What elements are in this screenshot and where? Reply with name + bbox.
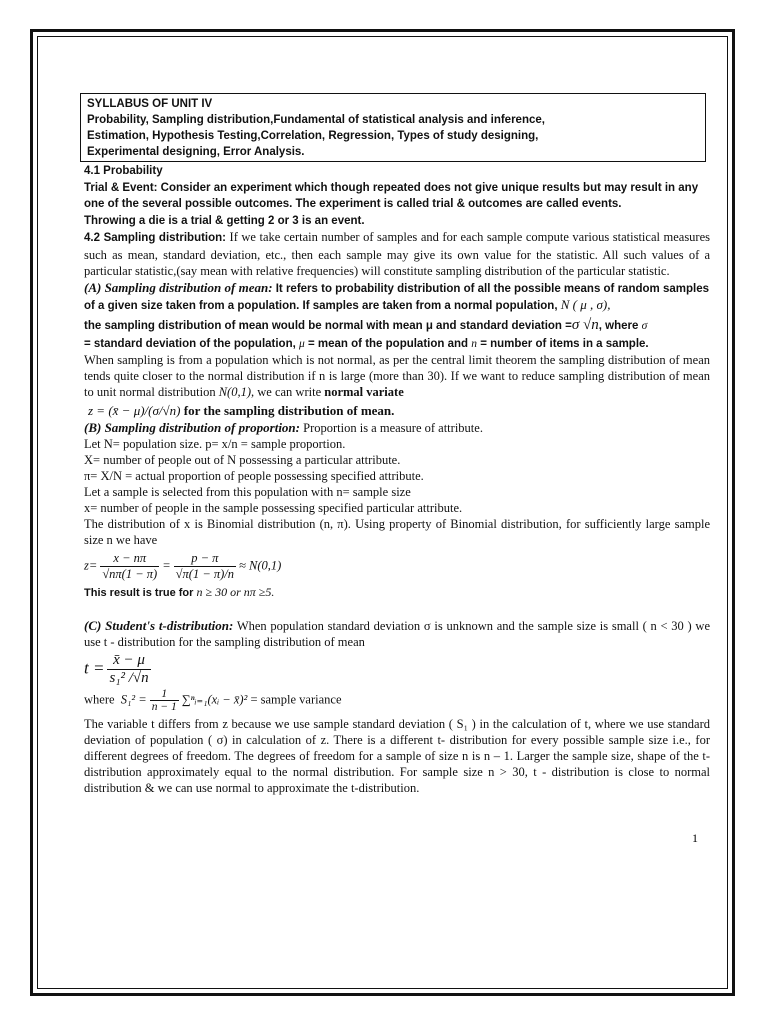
sample-variance-formula	[84, 688, 710, 713]
section-c-body: When population standard deviation σ is unknown and the sample size is small ( n < 30 ) we use t - distribution for the sampling distribution of mean	[84, 618, 710, 649]
variance-lhs: S₁² =	[120, 691, 147, 706]
t-numerator: x̄ − μ	[107, 652, 150, 670]
result-condition	[84, 584, 710, 602]
variance-numerator: 1	[150, 688, 179, 701]
section-a-sd-definition: = standard deviation of the population,	[84, 337, 296, 350]
section-c-paragraph	[84, 618, 710, 650]
section-a-paragraph	[84, 280, 710, 315]
proportion-formula-lhs: z=	[84, 558, 98, 573]
section-b-line-4: Let a sample is selected from this population with n= sample size	[84, 485, 411, 499]
normal-population-notation: N ( μ , σ),	[560, 297, 611, 312]
proportion-formula	[84, 551, 710, 582]
section-a-line-3	[84, 336, 710, 353]
section-a-mean-sd: the sampling distribution of mean would be normal with mean μ and standard deviation =	[84, 319, 572, 332]
proportion-formula-eq: =	[162, 558, 171, 573]
standard-error-formula: σ √n	[571, 316, 599, 333]
fraction-1-denominator: √nπ(1 − π)	[102, 567, 158, 581]
fraction-1-numerator: x − nπ	[100, 551, 159, 567]
section-a-body: It refers to probability distribution of all the possible means of random samples of a given size taken from a population. If samples are taken from a normal population,	[84, 282, 709, 312]
section-4-1-heading: 4.1 Probability	[84, 165, 163, 177]
section-4-2-body: If we take certain number of samples and for each sample compute various statistical measures such as mean, standard deviation, etc., then each sample may give its own value for the statistic. All such values of a particular statistic,(say mean with relative frequencies) will constitute sampling distribution of the particular statistic.	[84, 230, 711, 278]
variance-sum: ∑ⁿᵢ₌₁(xᵢ − x̄)²	[181, 691, 248, 706]
section-a-line-2	[84, 315, 710, 336]
syllabus-topics-2: Estimation, Hypothesis Testing,Correlation, Regression, Types of study designing,	[87, 130, 539, 142]
central-limit-text: When sampling is from a population which is not normal, as per the central limit theorem the sampling distribution of mean tends quite closer to the normal distribution if n is large (more than 30). If we want to reduce sampling distribution of mean to unit normal distribution	[84, 353, 710, 399]
n-symbol: n	[471, 337, 477, 350]
t-denominator: s₁² /√n	[109, 669, 149, 686]
section-a-where: , where	[598, 319, 639, 332]
section-b-paragraph	[84, 420, 710, 436]
section-a-n-definition: = number of items in a sample.	[480, 337, 649, 350]
section-a-heading: (A) Sampling distribution of mean:	[84, 279, 273, 295]
sigma-symbol: σ	[641, 319, 648, 332]
fraction-2-numerator: p − π	[174, 551, 236, 567]
z-formula: z = (x̄ − μ)/(σ/√n)	[88, 403, 181, 418]
t-formula-lhs: t =	[84, 657, 105, 677]
result-condition-math: n ≥ 30 or nπ ≥5.	[196, 585, 275, 599]
z-formula-caption: for the sampling distribution of mean.	[180, 403, 395, 418]
variance-rhs: = sample variance	[250, 691, 342, 706]
section-b-line-2: X= number of people out of N possessing a particular attribute.	[84, 453, 401, 467]
t-fraction	[107, 652, 150, 687]
unit-normal-notation: N(0,1),	[218, 385, 255, 399]
section-b-line-6: The distribution of x is Binomial distribution (n, π). Using property of Binomial distribution, for sufficiently large sample size n we have	[84, 517, 710, 547]
fraction-2-denominator: √π(1 − π)/n	[175, 567, 235, 581]
page-number: 1	[692, 831, 698, 845]
where-label: where	[84, 691, 115, 706]
section-b-line-1: Let N= population size. p= x/n = sample proportion.	[84, 437, 346, 451]
syllabus-box	[80, 93, 706, 162]
proportion-formula-rhs: ≈ N(0,1)	[239, 558, 282, 573]
section-b-line-5: x= number of people in the sample possessing specified particular attribute.	[84, 501, 463, 515]
section-b-line-3: π= X/N = actual proportion of people possessing specified attribute.	[84, 469, 424, 483]
mu-symbol: μ	[299, 337, 305, 350]
section-4-2-paragraph	[84, 229, 710, 279]
t-formula	[84, 652, 710, 687]
central-limit-mid: we can write	[254, 385, 325, 399]
variance-fraction	[150, 688, 179, 713]
section-4-2-heading: 4.2 Sampling distribution:	[84, 232, 227, 244]
t-vs-z-paragraph: The variable t differs from z because we use sample standard deviation ( S₁ ) in the calculation of t, where we use standard deviation of population ( σ) in calculation of z. There is a different t- distribution for every possible sample size i.e., for different degrees of freedom. The degrees of freedom for a sample of size n is n – 1. Larger the sample size, shape of the t- distribution approximately equal to the normal distribution. For sample size n > 30, t - distribution is close to normal distribution & we can use normal to approximate the t-distribution.	[84, 716, 710, 795]
section-b-heading: (B) Sampling distribution of proportion:	[84, 420, 300, 435]
result-lead: This result is true for	[84, 587, 194, 599]
die-example: Throwing a die is a trial & getting 2 or 3 is an event.	[84, 214, 365, 227]
normal-variate-label: normal variate	[324, 385, 404, 399]
proportion-fraction-2	[174, 551, 236, 582]
central-limit-paragraph	[84, 352, 710, 400]
syllabus-topics-1: Probability, Sampling distribution,Fundamental of statistical analysis and inference,	[87, 114, 545, 126]
section-b-intro: Proportion is a measure of attribute.	[300, 421, 483, 435]
syllabus-title: SYLLABUS OF UNIT IV	[87, 98, 213, 110]
proportion-fraction-1	[100, 551, 159, 582]
section-c-heading: (C) Student's t-distribution:	[84, 617, 234, 633]
z-formula-line	[88, 403, 710, 419]
syllabus-topics-3: Experimental designing, Error Analysis.	[87, 146, 305, 158]
section-a-mean-definition: = mean of the population and	[308, 337, 469, 350]
variance-denominator: n − 1	[151, 700, 177, 713]
document-body	[84, 93, 710, 796]
trial-event-paragraph: Trial & Event: Consider an experiment which though repeated does not give unique results but may result in any one of the several possible outcomes. The experiment is called trial & outcomes are called events.	[84, 181, 699, 210]
